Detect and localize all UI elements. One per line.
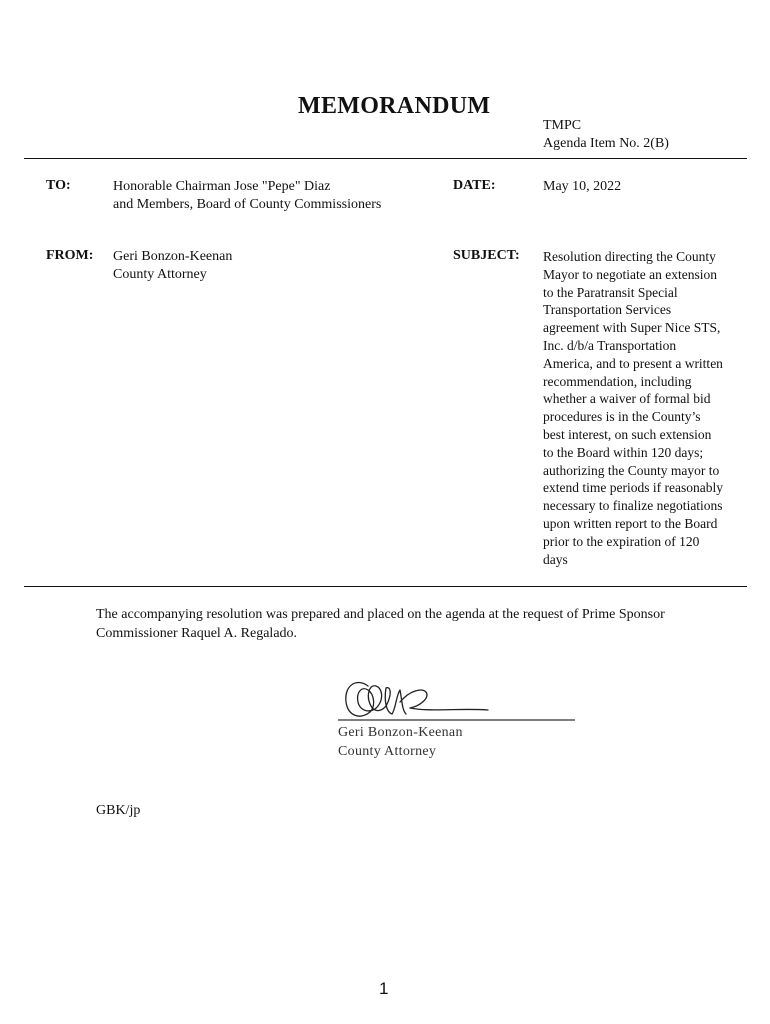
signature-name: Geri Bonzon-Keenan [338,725,463,740]
memo-body [96,606,716,643]
signature-block [338,724,463,761]
header-divider [24,158,747,159]
subject-line: to the Paratransit Special [543,284,678,300]
subject-line: agreement with Super Nice STS, [543,320,721,336]
from-value [113,248,232,284]
header-meta [543,117,669,153]
header-meta-line: Agenda Item No. 2(B) [543,136,669,151]
to-label: TO: [46,178,71,193]
from-line: County Attorney [113,267,207,282]
subject-line: prior to the expiration of 120 [543,533,700,549]
subject-value [543,248,748,568]
to-line: and Members, Board of County Commissioners [113,197,382,212]
subject-line: extend time periods if reasonably [543,480,723,496]
from-label: FROM: [46,248,94,263]
to-value [113,178,381,214]
date-value: May 10, 2022 [543,179,622,194]
subject-line: Mayor to negotiate an extension [543,266,717,282]
page-number: 1 [379,979,389,998]
body-line: Commissioner Raquel A. Regalado. [96,625,298,641]
subject-line: America, and to present a written [543,355,723,371]
subject-line: Transportation Services [543,302,672,318]
subject-line: to the Board within 120 days; [543,444,704,460]
subject-line: days [543,551,568,567]
section-divider [24,586,747,587]
to-line: Honorable Chairman Jose "Pepe" Diaz [113,179,331,194]
subject-line: necessary to finalize negotiations [543,498,723,514]
subject-line: procedures is in the County’s [543,409,701,425]
from-line: Geri Bonzon-Keenan [113,249,233,264]
subject-line: whether a waiver of formal bid [543,391,711,407]
subject-line: recommendation, including [543,373,692,389]
subject-line: best interest, on such extension [543,426,712,442]
subject-line: authorizing the County mayor to [543,462,720,478]
memo-title: MEMORANDUM [298,93,491,119]
subject-line: Inc. d/b/a Transportation [543,337,677,353]
signature-title: County Attorney [338,743,437,759]
subject-label: SUBJECT: [453,248,520,263]
typist-initials: GBK/jp [96,803,141,818]
date-label: DATE: [453,178,496,193]
header-meta-line: TMPC [543,118,582,133]
subject-line: Resolution directing the County [543,249,716,264]
signature-image [330,672,580,728]
body-line: The accompanying resolution was prepared and placed on the agenda at the request of Prime Sponsor [96,607,665,622]
subject-line: upon written report to the Board [543,515,718,531]
